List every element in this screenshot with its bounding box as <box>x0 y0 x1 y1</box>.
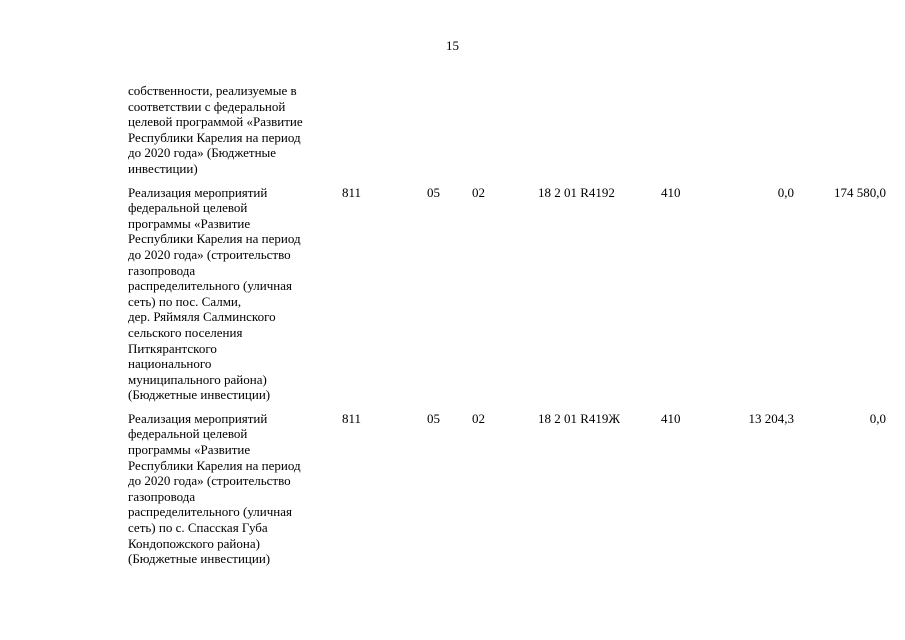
target-article-code: 18 2 01 R419Ж <box>538 410 621 426</box>
ministry-code: 811 <box>342 410 362 426</box>
amount-first: 0,0 <box>777 184 794 200</box>
row-description: Реализация мероприятий федеральной целевой программы «Развитие Республики Карелия на период до 2020 года» (строительство газопровода распределительного (уличная сеть) по с. Спасская Губа Кондопожского района) (Бюджетные инвестиции) <box>128 410 301 567</box>
amount-second: 0,0 <box>869 410 886 426</box>
expense-type-code: 410 <box>661 410 681 426</box>
target-article-code: 18 2 01 R4192 <box>538 184 615 200</box>
subsection-code: 02 <box>472 184 485 200</box>
expense-type-code: 410 <box>661 184 681 200</box>
amount-first: 13 204,3 <box>748 410 794 426</box>
amount-second: 174 580,0 <box>834 184 886 200</box>
row-description: собственности, реализуемые в соответствии с федеральной целевой программой «Развитие Республики Карелия на период до 2020 года» (Бюджетные инвестиции) <box>128 83 303 176</box>
subsection-code: 02 <box>472 410 485 426</box>
section-code: 05 <box>427 184 440 200</box>
budget-table <box>128 83 888 575</box>
section-code: 05 <box>427 410 440 426</box>
page-number: 15 <box>446 38 459 53</box>
table-row <box>128 411 888 567</box>
table-row <box>128 185 888 403</box>
ministry-code: 811 <box>342 184 362 200</box>
table-row <box>128 83 888 177</box>
row-description: Реализация мероприятий федеральной целевой программы «Развитие Республики Карелия на период до 2020 года» (строительство газопровода распределительного (уличная сеть) по пос. Салми, дер. Ряймяля Салминского сельского поселения Питкярантского национального муниципального района) (Бюджетные инвестиции) <box>128 184 301 403</box>
